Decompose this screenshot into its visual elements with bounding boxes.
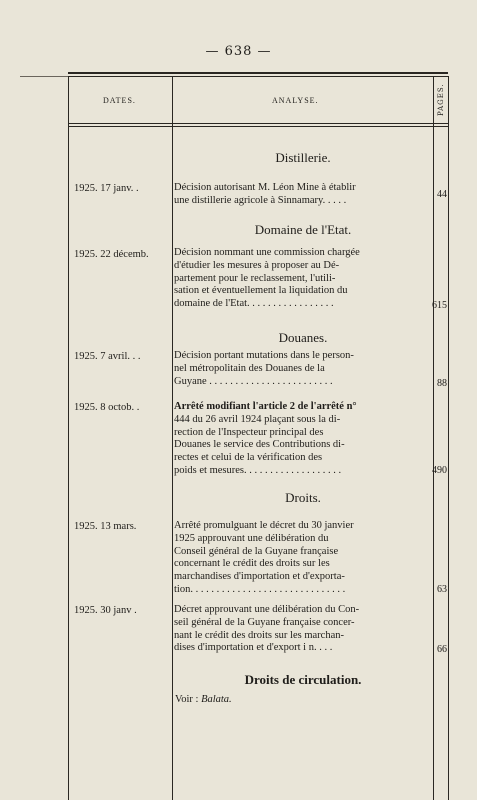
entry-line: poids et mesures. . . . . . . . . . . . . . . . . . . [174,464,342,476]
section-title: Douanes. [278,330,328,345]
header-dates: DATES. [103,96,136,105]
entry-page: 88 [437,378,447,389]
entry-date: 1925. 8 octob. . [74,402,140,413]
entry-line: Arrêté promulguant le décret du 30 janvier [174,520,354,531]
entry-line: Décision nommant une commission chargée [174,247,360,258]
header-pages: PAGES. [437,83,445,117]
entry-line: Douanes le service des Contributions di- [174,439,345,451]
entry-date: 1925. 13 mars. [74,521,137,532]
entry-line: sation et éventuellement la liquidation du [174,285,348,297]
entry-line: Conseil général de la Guyane française [174,545,339,557]
col-divider-pages [433,76,434,800]
section-title: Droits. [285,490,321,505]
entry-page: 615 [432,300,447,311]
see-also-reference: Balata. [201,694,232,705]
see-also-label: Voir : [175,694,199,705]
entry-line: rection de l'Inspecteur principal des [174,426,324,438]
entry-text [174,604,426,655]
entry-line: 444 du 26 avril 1924 plaçant sous la di- [174,413,341,425]
section-title: Domaine de l'Etat. [254,222,352,237]
entry-page: 63 [437,584,447,595]
entry-line: domaine de l'Etat. . . . . . . . . . . . . . . . . [174,298,334,310]
entry-line: d'étudier les mesures à proposer au Dé- [174,259,340,271]
table-top-rule-thin [68,76,448,77]
entry-page: 44 [437,189,447,200]
header-bottom-rule-2 [68,126,448,127]
entry-line: Décret approuvant une délibération du Con- [174,604,360,615]
entry-text [174,350,426,388]
entry-date: 1925. 7 avril. . . [74,351,141,362]
entry-line: seil général de la Guyane française concer- [174,616,355,628]
section-title: Droits de circulation. [244,672,362,687]
entry-text [174,182,426,208]
see-also [175,694,232,705]
entry-line: marchandises d'importation et d'exporta- [174,571,345,583]
entry-line: Décision portant mutations dans le person- [174,350,354,361]
page-number: — 638 — [205,44,272,59]
entry-text [174,520,426,597]
entry-date: 1925. 30 janv . [74,605,137,616]
entry-date: 1925. 17 janv. . [74,183,139,194]
entry-line: tion. . . . . . . . . . . . . . . . . . . . . . . . . . . . . . [174,583,346,595]
entry-line: partement pour le reclassement, l'utili- [174,272,336,284]
entry-line: nel métropolitain des Douanes de la [174,362,325,374]
entry-page: 490 [432,465,447,476]
entry-line: 1925 approuvant une délibération du [174,532,329,544]
entry-line: une distillerie agricole à Sinnamary. . . . . [174,194,347,206]
table-top-rule [68,72,448,74]
entry-line: Arrêté modifiant l'article 2 de l'arrêté n° [174,401,357,412]
entry-line: rectes et celui de la vérification des [174,452,323,464]
entry-line: Décision autorisant M. Léon Mine à établir [174,182,356,193]
header-analyse: ANALYSE. [272,96,319,105]
entry-line: nant le crédit des droits sur les marchan- [174,629,344,641]
col-divider-dates [172,76,173,800]
entry-text [174,247,426,311]
col-right-border [448,76,449,800]
entry-line: Guyane . . . . . . . . . . . . . . . . . . . . . . . . [174,375,333,387]
entry-date: 1925. 22 décemb. [74,249,149,260]
left-margin-rule [20,76,68,77]
entry-line: dises d'importation et d'export i n. . . . [174,642,333,654]
entry-line: concernant le crédit des droits sur les [174,558,330,570]
col-left-border [68,76,69,800]
entry-page: 66 [437,644,447,655]
header-bottom-rule [68,123,448,124]
entry-text [174,401,426,478]
section-title: Distillerie. [275,150,331,165]
